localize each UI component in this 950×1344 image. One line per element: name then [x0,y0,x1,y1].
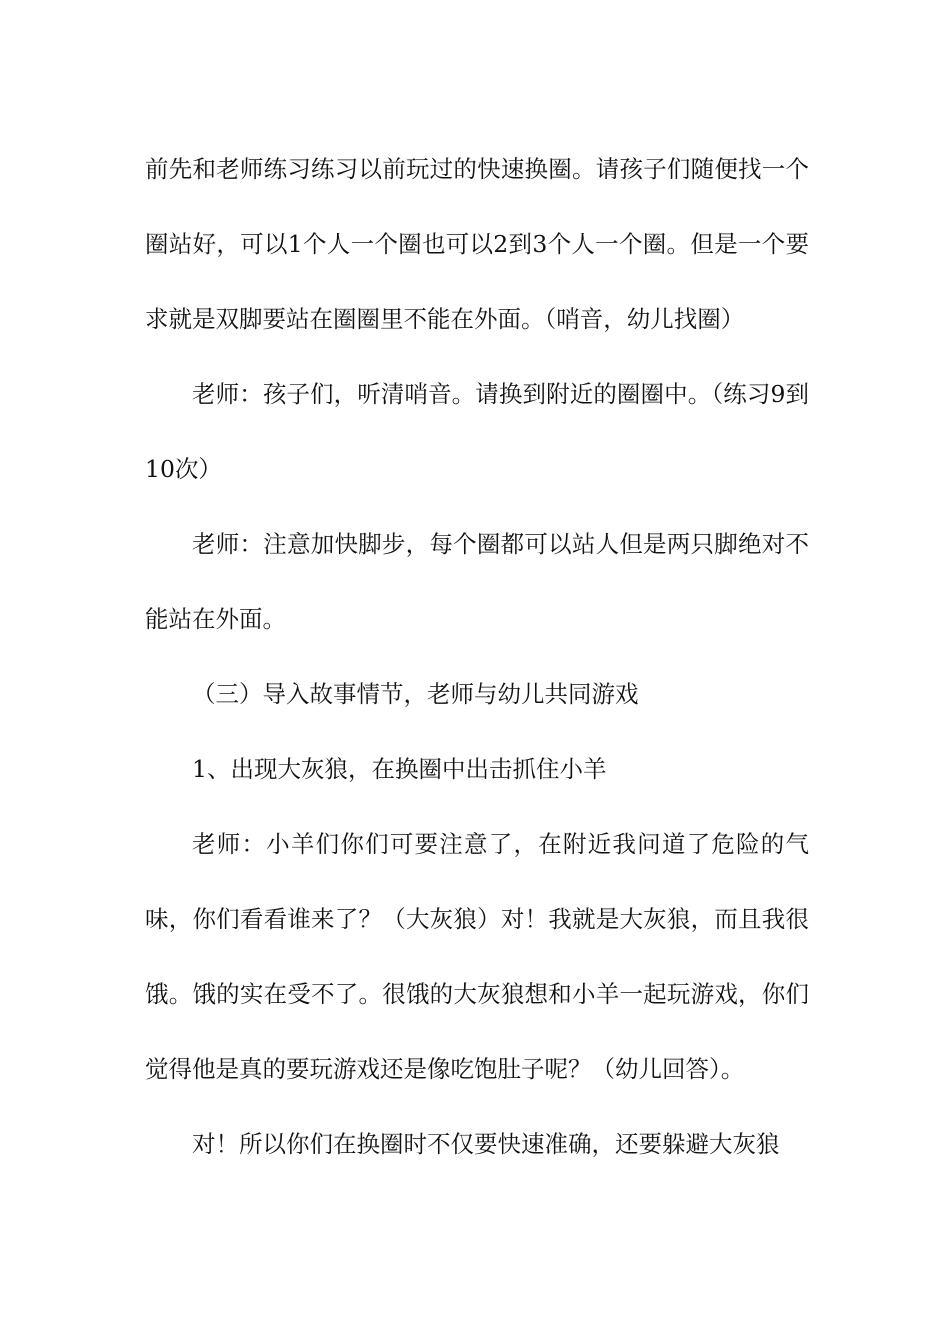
paragraph-3: 老师：注意加快脚步，每个圈都可以站人但是两只脚绝对不能站在外面。 [145,530,809,633]
subsection-heading: 1、出现大灰狼，在换圈中出击抓住小羊 [192,755,607,783]
paragraph-2: 老师：孩子们，听清哨音。请换到附近的圈圈中。（练习9到10次） [145,380,809,483]
paragraph-1: 前先和老师练习练习以前玩过的快速换圈。请孩子们随便找一个圈站好，可以1个人一个圈也可以2到3个人一个圈。但是一个要求就是双脚要站在圈圈里不能在外面。（哨音，幼儿找圈） [145,155,809,333]
paragraph-5: 对！所以你们在换圈时不仅要快速准确，还要躲避大灰狼 [192,1130,780,1158]
document-body [145,132,809,1182]
section-heading: （三）导入故事情节，老师与幼儿共同游戏 [192,680,639,708]
paragraph-4: 老师：小羊们你们可要注意了，在附近我问道了危险的气味，你们看看谁来了？（大灰狼）对！我就是大灰狼，而且我很饿。饿的实在受不了。很饿的大灰狼想和小羊一起玩游戏，你们觉得他是真的要玩游戏还是像吃饱肚子呢？（幼儿回答）。 [145,830,809,1083]
